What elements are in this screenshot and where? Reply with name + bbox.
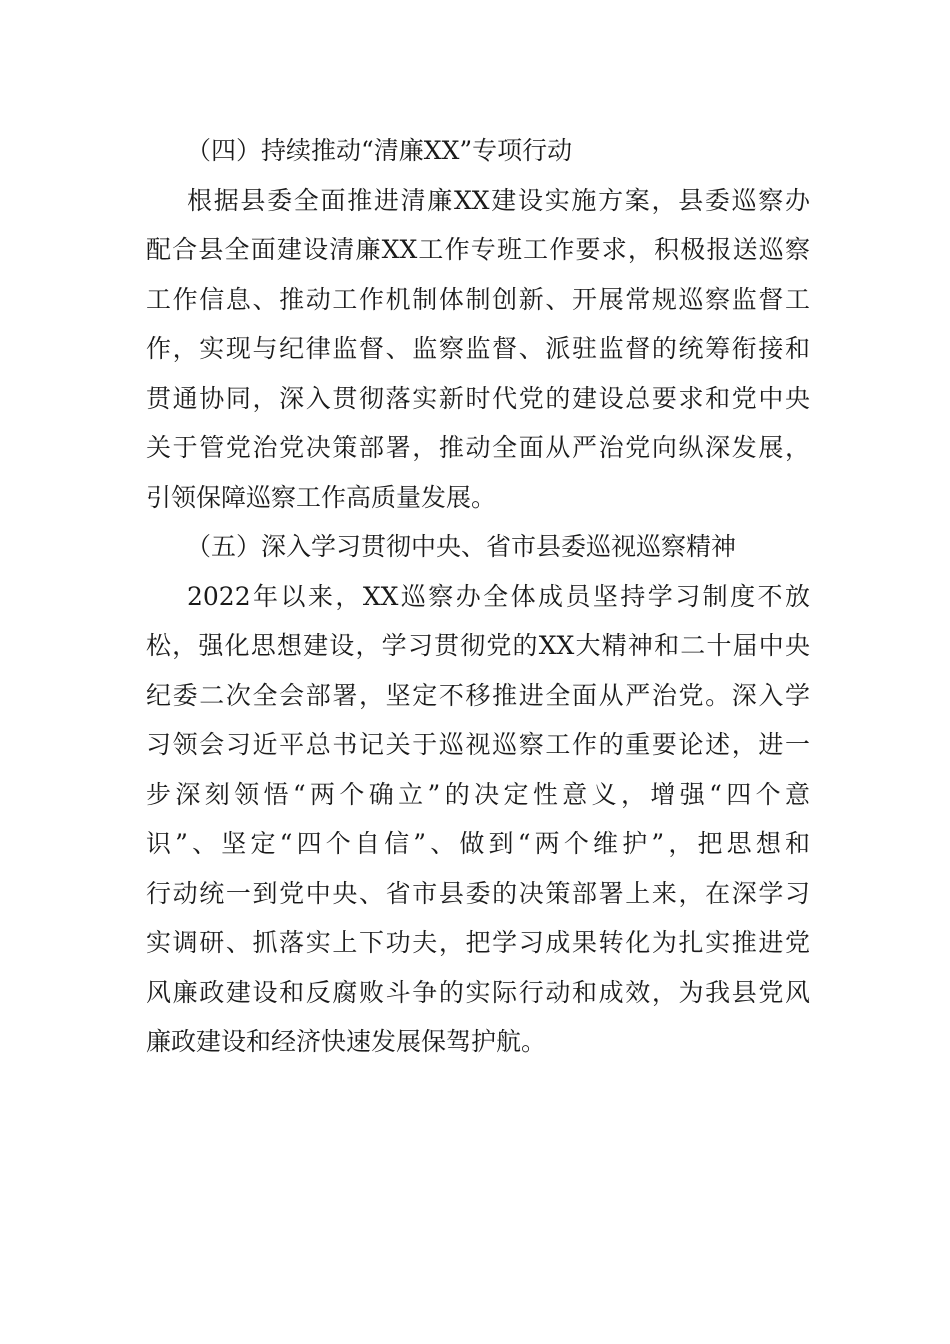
- paragraph-line: 工作信息、推动工作机制体制创新、开展常规巡察监督工: [146, 284, 810, 314]
- paragraph-line: 配合县全面建设清廉XX工作专班工作要求，积极报送巡察: [146, 235, 810, 264]
- section-5-paragraph: [146, 572, 810, 1067]
- paragraph-line: 关于管党治党决策部署，推动全面从严治党向纵深发展，: [146, 433, 810, 462]
- paragraph-line: 廉政建设和经济快速发展保驾护航。: [146, 1027, 547, 1056]
- paragraph-line: 根据县委全面推进清廉XX建设实施方案，县委巡察办: [187, 185, 810, 215]
- paragraph-line: 识”、坚定“四个自信”、做到“两个维护”，把思想和: [146, 829, 810, 858]
- section-4: [146, 126, 810, 522]
- section-4-paragraph: [146, 176, 810, 523]
- paragraph-line: 习领会习近平总书记关于巡视巡察工作的重要论述，进一: [146, 730, 810, 759]
- paragraph-line: 行动统一到党中央、省市县委的决策部署上来，在深学习: [146, 878, 810, 908]
- section-4-heading: （四）持续推动“清廉XX”专项行动: [186, 136, 573, 165]
- paragraph-line: 2022年以来，XX巡察办全体成员坚持学习制度不放: [187, 581, 810, 611]
- paragraph-line: 步深刻领悟“两个确立”的决定性意义，增强“四个意: [146, 779, 810, 809]
- paragraph-line: 松，强化思想建设，学习贯彻党的XX大精神和二十届中央: [146, 631, 810, 660]
- paragraph-line: 风廉政建设和反腐败斗争的实际行动和成效，为我县党风: [146, 977, 810, 1007]
- section-5: [146, 522, 810, 1067]
- document-body: [146, 126, 810, 1067]
- paragraph-line: 纪委二次全会部署，坚定不移推进全面从严治党。深入学: [146, 680, 810, 710]
- paragraph-line: 实调研、抓落实上下功夫，把学习成果转化为扎实推进党: [146, 928, 810, 957]
- paragraph-line: 贯通协同，深入贯彻落实新时代党的建设总要求和党中央: [146, 383, 810, 413]
- paragraph-line: 引领保障巡察工作高质量发展。: [146, 482, 497, 512]
- section-5-heading: （五）深入学习贯彻中央、省市县委巡视巡察精神: [186, 532, 737, 561]
- paragraph-line: 作，实现与纪律监督、监察监督、派驻监督的统筹衔接和: [146, 334, 810, 363]
